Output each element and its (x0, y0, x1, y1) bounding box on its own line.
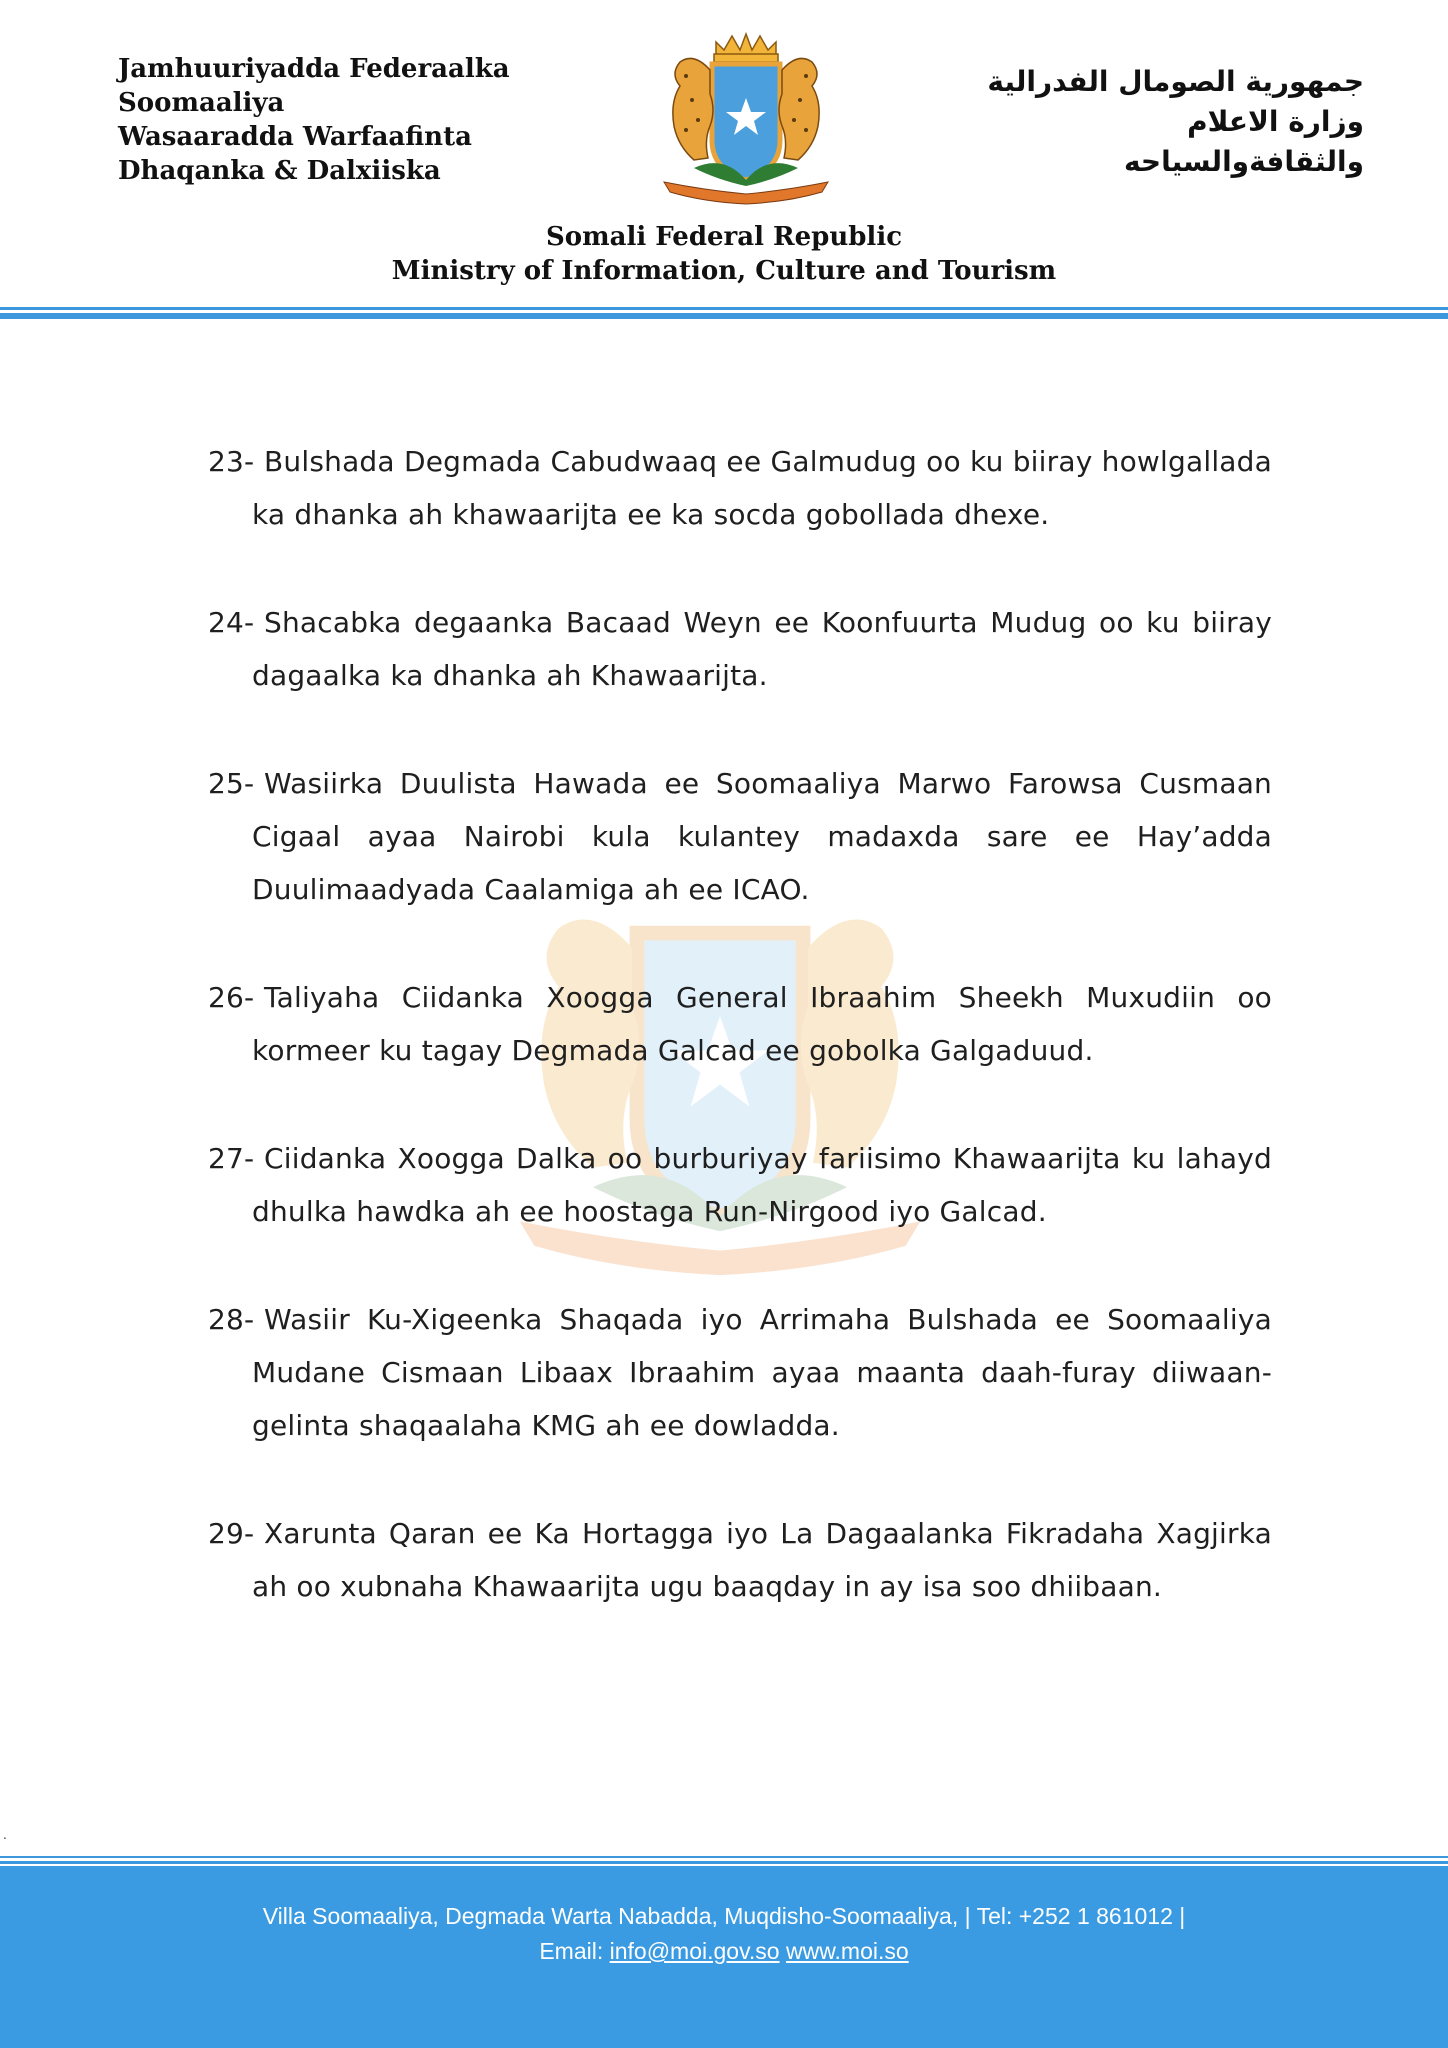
list-item (208, 1293, 1272, 1452)
header-arabic-line: جمهورية الصومال الفدرالية (987, 65, 1364, 98)
website-link[interactable]: www.moi.so (785, 1938, 909, 1964)
list-item (208, 435, 1272, 541)
item-number: 23- (208, 445, 255, 478)
header-somali-block (118, 52, 510, 188)
footer-bar (0, 1866, 1448, 2048)
item-number: 27- (208, 1142, 255, 1175)
item-text: Wasiir Ku-Xigeenka Shaqada iyo Arrimaha Bulshada ee Soomaaliya Mudane Cismaan Libaax Ibraahim ayaa maanta daah-furay diiwaan-gelinta shaqaalaha KMG ah ee dowladda. (252, 1303, 1272, 1442)
item-number: 26- (208, 981, 255, 1014)
footer-contact-line (0, 1938, 1448, 1965)
header-divider-thick (0, 313, 1448, 319)
email-link[interactable]: info@moi.gov.so (609, 1938, 780, 1964)
item-text: Xarunta Qaran ee Ka Hortagga iyo La Dagaalanka Fikradaha Xagjirka ah oo xubnaha Khawaarijta ugu baaqday in ay isa soo dhiibaan. (252, 1517, 1272, 1603)
footer-address: Villa Soomaaliya, Degmada Warta Nabadda, Muqdisho-Soomaaliya, | Tel: +252 1 861012 | (262, 1903, 1186, 1929)
coat-of-arms-emblem (624, 30, 868, 206)
header-republic-title: Somali Federal Republic (545, 222, 903, 252)
header-arabic-line: وزارة الاعلام (1187, 105, 1364, 138)
list-item (208, 1132, 1272, 1238)
item-number: 24- (208, 606, 255, 639)
crown-icon (714, 34, 778, 62)
item-number: 29- (208, 1517, 255, 1550)
header-somali-line: Soomaaliya (118, 88, 285, 118)
list-item (208, 757, 1272, 916)
footer-divider-thick (0, 1861, 1448, 1864)
header-somali-line: Jamhuuriyadda Federaalka (118, 54, 510, 84)
header-english-block (0, 220, 1448, 288)
footer-email-label: Email: (539, 1938, 604, 1964)
leopard-right-icon (779, 58, 819, 160)
news-item-list (208, 435, 1272, 1668)
item-text: Taliyaha Ciidanka Xoogga General Ibraahim Sheekh Muxudiin oo kormeer ku tagay Degmada Galcad ee gobolka Galgaduud. (252, 981, 1272, 1067)
item-number: 25- (208, 767, 255, 800)
header-ministry-title: Ministry of Information, Culture and Tourism (391, 256, 1057, 286)
header-somali-line: Dhaqanka & Dalxiiska (118, 156, 441, 186)
footer-divider (0, 1856, 1448, 1858)
item-number: 28- (208, 1303, 255, 1336)
header-somali-line: Wasaaradda Warfaafinta (118, 122, 472, 152)
list-item (208, 596, 1272, 702)
header-divider (0, 307, 1448, 310)
item-text: Ciidanka Xoogga Dalka oo burburiyay fariisimo Khawaarijta ku lahayd dhulka hawdka ah ee hoostaga Run-Nirgood iyo Galcad. (252, 1142, 1272, 1228)
item-text: Wasiirka Duulista Hawada ee Soomaaliya Marwo Farowsa Cusmaan Cigaal ayaa Nairobi kula kulantey madaxda sare ee Hay’adda Duulimaadyada Caalamiga ah ee ICAO. (252, 767, 1272, 906)
list-item (208, 1507, 1272, 1613)
list-item (208, 971, 1272, 1077)
header-arabic-block (884, 62, 1364, 182)
leopard-left-icon (673, 58, 713, 160)
stray-dot: . (3, 1828, 7, 1842)
item-text: Bulshada Degmada Cabudwaaq ee Galmudug oo ku biiray howlgallada ka dhanka ah khawaarijta ee ka socda gobollada dhexe. (252, 445, 1272, 531)
item-text: Shacabka degaanka Bacaad Weyn ee Koonfuurta Mudug oo ku biiray dagaalka ka dhanka ah Khawaarijta. (252, 606, 1272, 692)
header-arabic-line: والثقافةوالسياحه (1123, 145, 1364, 178)
